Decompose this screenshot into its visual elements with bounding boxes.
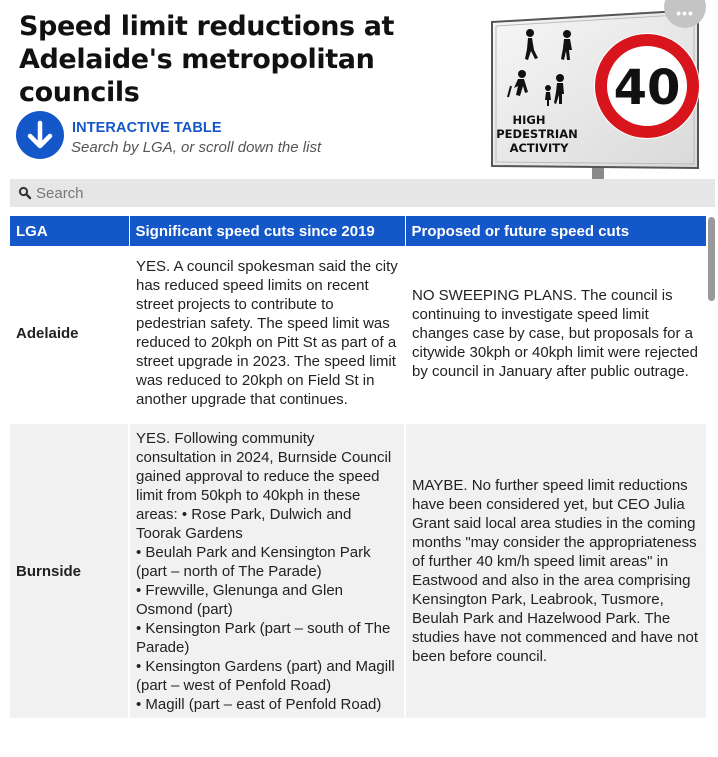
- sign-text-pedestrian: PEDESTRIAN: [496, 127, 578, 141]
- more-dots-icon: •••: [676, 5, 694, 21]
- table-header-row: [10, 216, 706, 246]
- search-bar[interactable]: [10, 179, 715, 207]
- future-text: NO SWEEPING PLANS. The council is continuing to investigate speed limit changes case by case, but proposals for a citywide 30kph or 40kph limit were rejected by council in January after public outrage.: [412, 286, 698, 380]
- cuts-text: YES. A council spokesman said the city has reduced speed limits on recent street projects to contribute to pedestrian safety. The speed limit was reduced to 20kph on Pitt St as part of a street upgrade in 2023. The speed limit was reduced to 20kph on Field St in another upgrade that continues.: [136, 258, 398, 408]
- speed-table: [10, 216, 706, 718]
- future-cell: [405, 422, 706, 718]
- future-text: MAYBE. No further speed limit reductions have been considered yet, but CEO Julia Grant said local area studies in the coming months "may consider the appropriateness of further 40 km/h speed limit areas" in Eastwood and also in the area comprising Kensington Park, Leabrook, Tusmore, Beulah Park and Hazelwood Park. The studies have not commenced and have not been before council.: [412, 477, 699, 665]
- sign-speed-number: 40: [613, 60, 681, 116]
- page-title: Speed limit reductions at Adelaide's metropolitan councils: [19, 11, 395, 108]
- table-row: [10, 422, 706, 718]
- cuts-text: YES. Following community consultation in 2024, Burnside Council gained approval to reduce the speed limit from 50kph to 40kph in these areas: • Rose Park, Dulwich and Toorak Gardens: [136, 429, 392, 542]
- column-header-proposed-cuts[interactable]: Proposed or future speed cuts: [405, 216, 706, 246]
- cuts-text: • Kensington Gardens (part) and Magill (part – west of Penfold Road): [136, 657, 395, 694]
- column-header-lga[interactable]: LGA: [10, 216, 129, 246]
- scroll-down-button[interactable]: [16, 111, 64, 159]
- lga-cell: Adelaide: [10, 246, 129, 422]
- search-icon: [18, 186, 32, 200]
- cuts-text: • Frewville, Glenunga and Glen Osmond (part): [136, 581, 344, 618]
- lga-cell: Burnside: [10, 422, 129, 718]
- cuts-text: • Beulah Park and Kensington Park (part – north of The Parade): [136, 543, 371, 580]
- arrow-down-icon: [16, 111, 64, 159]
- sign-text-high: HIGH: [512, 113, 546, 127]
- cuts-text: • Magill (part – east of Penfold Road): [136, 695, 382, 713]
- column-header-significant-cuts[interactable]: Significant speed cuts since 2019: [129, 216, 405, 246]
- search-input[interactable]: [36, 185, 676, 202]
- cuts-text: • Kensington Park (part – south of The Parade): [136, 619, 391, 656]
- sign-text-activity: ACTIVITY: [509, 141, 569, 155]
- interactive-table-subtitle: Search by LGA, or scroll down the list: [71, 139, 322, 156]
- table-row: [10, 246, 706, 422]
- table-scrollbar[interactable]: [708, 217, 715, 301]
- cuts-cell: [129, 422, 405, 718]
- future-cell: [405, 246, 706, 422]
- interactive-table-label: INTERACTIVE TABLE: [72, 120, 222, 136]
- cuts-cell: [129, 246, 405, 422]
